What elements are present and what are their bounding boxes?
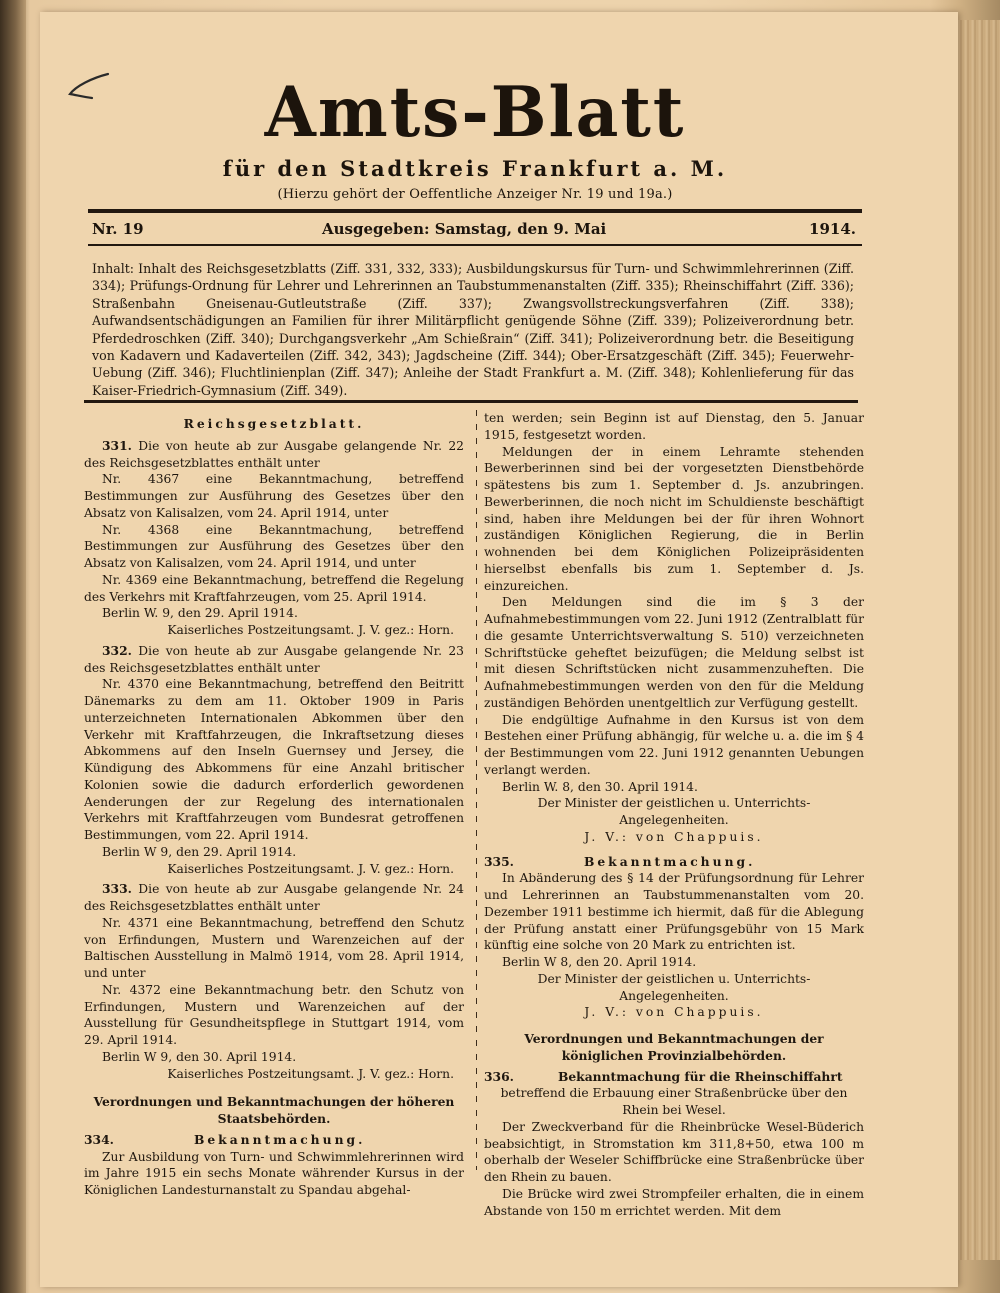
signature: J. V.: von Chappuis. xyxy=(584,829,764,844)
item-subtitle: betreffend die Erbauung einer Straßenbrücke über den Rhein bei Wesel. xyxy=(500,1086,848,1117)
paragraph: ten werden; sein Beginn ist auf Dienstag, den 5. Januar 1915, festgesetzt worden. xyxy=(484,411,864,442)
item-number: 334. xyxy=(84,1131,114,1147)
paragraph: Nr. 4371 eine Bekanntmachung, betreffend den Schutz von Erfindungen, Mustern und Warenzeichen auf der Baltischen Ausstellung in Malmö 1914, vom 28. April 1914, und unter xyxy=(84,915,464,980)
paragraph: Die endgültige Aufnahme in den Kursus ist von dem Bestehen einer Prüfung abhängig, für welche u. a. die im § 4 der Bestimmungen vom 22. Juni 1912 genannten Uebungen verlangt werden. xyxy=(484,712,864,777)
item-number: 335. xyxy=(484,853,514,869)
issue-line xyxy=(90,216,860,242)
signature: Kaiserliches Postzeitungsamt. J. V. gez.: Horn. xyxy=(167,1066,454,1081)
masthead xyxy=(70,70,880,202)
section-heading-provinzialbehoerden: Verordnungen und Bekanntmachungen der königlichen Provinzialbehörden. xyxy=(524,1031,824,1063)
item-331 xyxy=(84,438,464,472)
signature: Kaiserliches Postzeitungsamt. J. V. gez.: Horn. xyxy=(167,861,454,876)
item-number: 333. xyxy=(102,881,132,897)
paragraph: Nr. 4372 eine Bekanntmachung betr. den Schutz von Erfindungen, Mustern und Warenzeichen auf der Ausstellung für Gesundheitspflege in Stuttgart 1914, vom 29. April 1914. xyxy=(84,982,464,1047)
item-336-heading xyxy=(484,1069,864,1086)
item-text: Die von heute ab zur Ausgabe gelangende Nr. 22 des Reichsgesetzblattes enthält unter xyxy=(84,438,464,470)
paragraph: Den Meldungen sind die im § 3 der Aufnahmebestimmungen vom 22. Juni 1912 (Zentralblatt für die gesamte Unterrichtsverwaltung S. 510) verzeichneten Schriftstücke geheftet beizufügen; die Meldung selbst ist mit diesen Schriftstücken nicht zusammenzuheften. Die Aufnahmebestimmungen werden von den für die Meldung zuständigen Behörden unentgeltlich zur Verfügung gestellt. xyxy=(484,595,864,710)
paragraph: Die Brücke wird zwei Strompfeiler erhalten, die in einem Abstande von 150 m errichtet werden. Mit dem xyxy=(484,1186,864,1218)
paragraph: Meldungen der in einem Lehramte stehenden Bewerberinnen sind bei der vorgesetzten Dienstbehörde spätestens bis zum 1. September d. Js. anzubringen. Bewerberinnen, die noch nicht im Schuldienste beschäftigt sind, haben ihre Meldungen bei der für ihren Wohnort zuständigen Königlichen Regierung, die in Berlin wohnenden bei dem Königlichen Polizeipräsidenten hierselbst ebenfalls bis zum 1. September d. Js. einzureichen. xyxy=(484,444,864,593)
authority: Der Minister der geistlichen u. Unterrichts-Angelegenheiten. xyxy=(537,971,811,1003)
issue-date: Ausgegeben: Samstag, den 9. Mai xyxy=(322,220,607,238)
place-date: Berlin W. 8, den 30. April 1914. xyxy=(502,779,698,794)
signature: Kaiserliches Postzeitungsamt. J. V. gez.: Horn. xyxy=(167,623,454,637)
place-date: Berlin W 8, den 20. April 1914. xyxy=(502,955,697,969)
item-title: Bekanntmachung. xyxy=(193,1131,366,1147)
item-text: Die von heute ab zur Ausgabe gelangende Nr. 24 des Reichsgesetzblattes enthält unter xyxy=(84,882,464,913)
left-column xyxy=(84,410,464,1199)
page-stack-edges xyxy=(956,20,1000,1260)
item-number: 331. xyxy=(102,437,132,453)
item-title: Bekanntmachung. xyxy=(583,853,756,869)
contents-rule xyxy=(84,400,858,403)
paragraph: Der Zweckverband für die Rheinbrücke Wesel-Büderich beabsichtigt, in Stromstation km 311,8+50, etwa 100 m oberhalb der Weseler Schiffbrücke eine Straßenbrücke über den Rhein zu bauen. xyxy=(484,1119,864,1184)
place-date: Berlin W. 9, den 29. April 1914. xyxy=(102,606,298,621)
item-334-heading xyxy=(84,1132,464,1149)
issue-number: Nr. 19 xyxy=(92,220,144,238)
right-column xyxy=(484,410,864,1219)
paragraph: Nr. 4368 eine Bekanntmachung, betreffend Bestimmungen zur Ausführung des Gesetzes über den Absatz von Kalisalzen, vom 24. April 1914, und unter xyxy=(84,522,464,570)
column-divider xyxy=(476,410,477,1170)
masthead-title: Amts-Blatt xyxy=(264,71,686,153)
place-date: Berlin W 9, den 30. April 1914. xyxy=(102,1049,297,1064)
masthead-note: (Hierzu gehört der Oeffentliche Anzeiger Nr. 19 und 19a.) xyxy=(277,187,673,202)
table-of-contents: Inhalt: Inhalt des Reichsgesetzblatts (Ziff. 331, 332, 333); Ausbildungskursus für Turn- und Schwimmlehrerinnen (Ziff. 334); Prüfungs-Ordnung für Lehrer und Lehrerinnen an Taubstummenanstalten (Ziff. 335); Rheinschiffahrt (Ziff. 336); Straßenbahn Gneisenau-Gutleutstraße (Ziff. 337); Zwangsvollstreckungsverfahren (Ziff. 338); Aufwandsentschädigungen an Familien für ihrer Militärpflicht genügende Söhne (Ziff. 339); Polizeiverordnung betr. Pferdedroschken (Ziff. 340); Durchgangsverkehr „Am Schießrain“ (Ziff. 341); Polizeiverordnung betr. die Beseitigung von Kadavern und Kadaverteilen (Ziff. 342, 343); Jagdscheine (Ziff. 344); Ober-Ersatzgeschäft (Ziff. 345); Feuerwehr-Uebung (Ziff. 346); Fluchtlinienplan (Ziff. 347); Anleihe der Stadt Frankfurt a. M. (Ziff. 348); Kohlenlieferung für das Kaiser-Friedrich-Gymnasium (Ziff. 349). xyxy=(92,261,854,398)
paragraph: Nr. 4367 eine Bekanntmachung, betreffend Bestimmungen zur Ausführung des Gesetzes über den Absatz von Kalisalzen, vom 24. April 1914, unter xyxy=(84,472,464,520)
issue-rule-top xyxy=(88,209,862,213)
place-date: Berlin W 9, den 29. April 1914. xyxy=(102,844,297,859)
paragraph: In Abänderung des § 14 der Prüfungsordnung für Lehrer und Lehrerinnen an Taubstummenanstalten vom 20. Dezember 1911 bestimme ich hiermit, daß für die Ablegung der Prüfung anstatt einer Prüfungsgebühr von 15 Mark künftig eine solche von 20 Mark zu entrichten ist. xyxy=(484,871,864,953)
item-number: 332. xyxy=(102,642,132,658)
issue-rule-bottom xyxy=(88,244,862,246)
section-heading-reichsgesetzblatt: Reichsgesetzblatt. xyxy=(183,416,365,431)
signature: J. V.: von Chappuis. xyxy=(584,1005,764,1020)
issue-year: 1914. xyxy=(809,220,856,238)
item-number: 336. xyxy=(484,1068,514,1084)
facing-page-edge xyxy=(0,0,26,1293)
item-332 xyxy=(84,643,464,677)
section-heading-staatsbehoerden: Verordnungen und Bekanntmachungen der höheren Staatsbehörden. xyxy=(93,1094,455,1126)
paragraph: Nr. 4370 eine Bekanntmachung, betreffend den Beitritt Dänemarks zu dem am 11. Oktober 1909 in Paris unterzeichneten Internationalen Abkommen über den Verkehr mit Kraftfahrzeugen, die Inkraftsetzung dieses Abkommens auf den Inseln Guernsey und Jersey, die Kündigung des Abkommens für eine Anzahl britischer Kolonien sowie die dadurch erforderlich gewordenen Aenderungen der zur Regelung des internationalen Verkehrs mit Kraftfahrzeugen vom Bundesrat getroffenen Bestimmungen, vom 22. April 1914. xyxy=(84,677,464,842)
paragraph: Zur Ausbildung von Turn- und Schwimmlehrerinnen wird im Jahre 1915 ein sechs Monate währender Kursus in der Königlichen Landesturnanstalt zu Spandau abgehal- xyxy=(84,1149,464,1197)
item-335-heading xyxy=(484,854,864,871)
paragraph: Nr. 4369 eine Bekanntmachung, betreffend die Regelung des Verkehrs mit Kraftfahrzeugen, vom 25. April 1914. xyxy=(84,572,464,604)
item-title: Bekanntmachung für die Rheinschiffahrt xyxy=(557,1068,843,1084)
masthead-subtitle: für den Stadtkreis Frankfurt a. M. xyxy=(222,156,728,181)
item-text: Die von heute ab zur Ausgabe gelangende Nr. 23 des Reichsgesetzblattes enthält unter xyxy=(84,643,464,675)
authority: Der Minister der geistlichen u. Unterrichts-Angelegenheiten. xyxy=(537,796,811,827)
item-333 xyxy=(84,881,464,915)
